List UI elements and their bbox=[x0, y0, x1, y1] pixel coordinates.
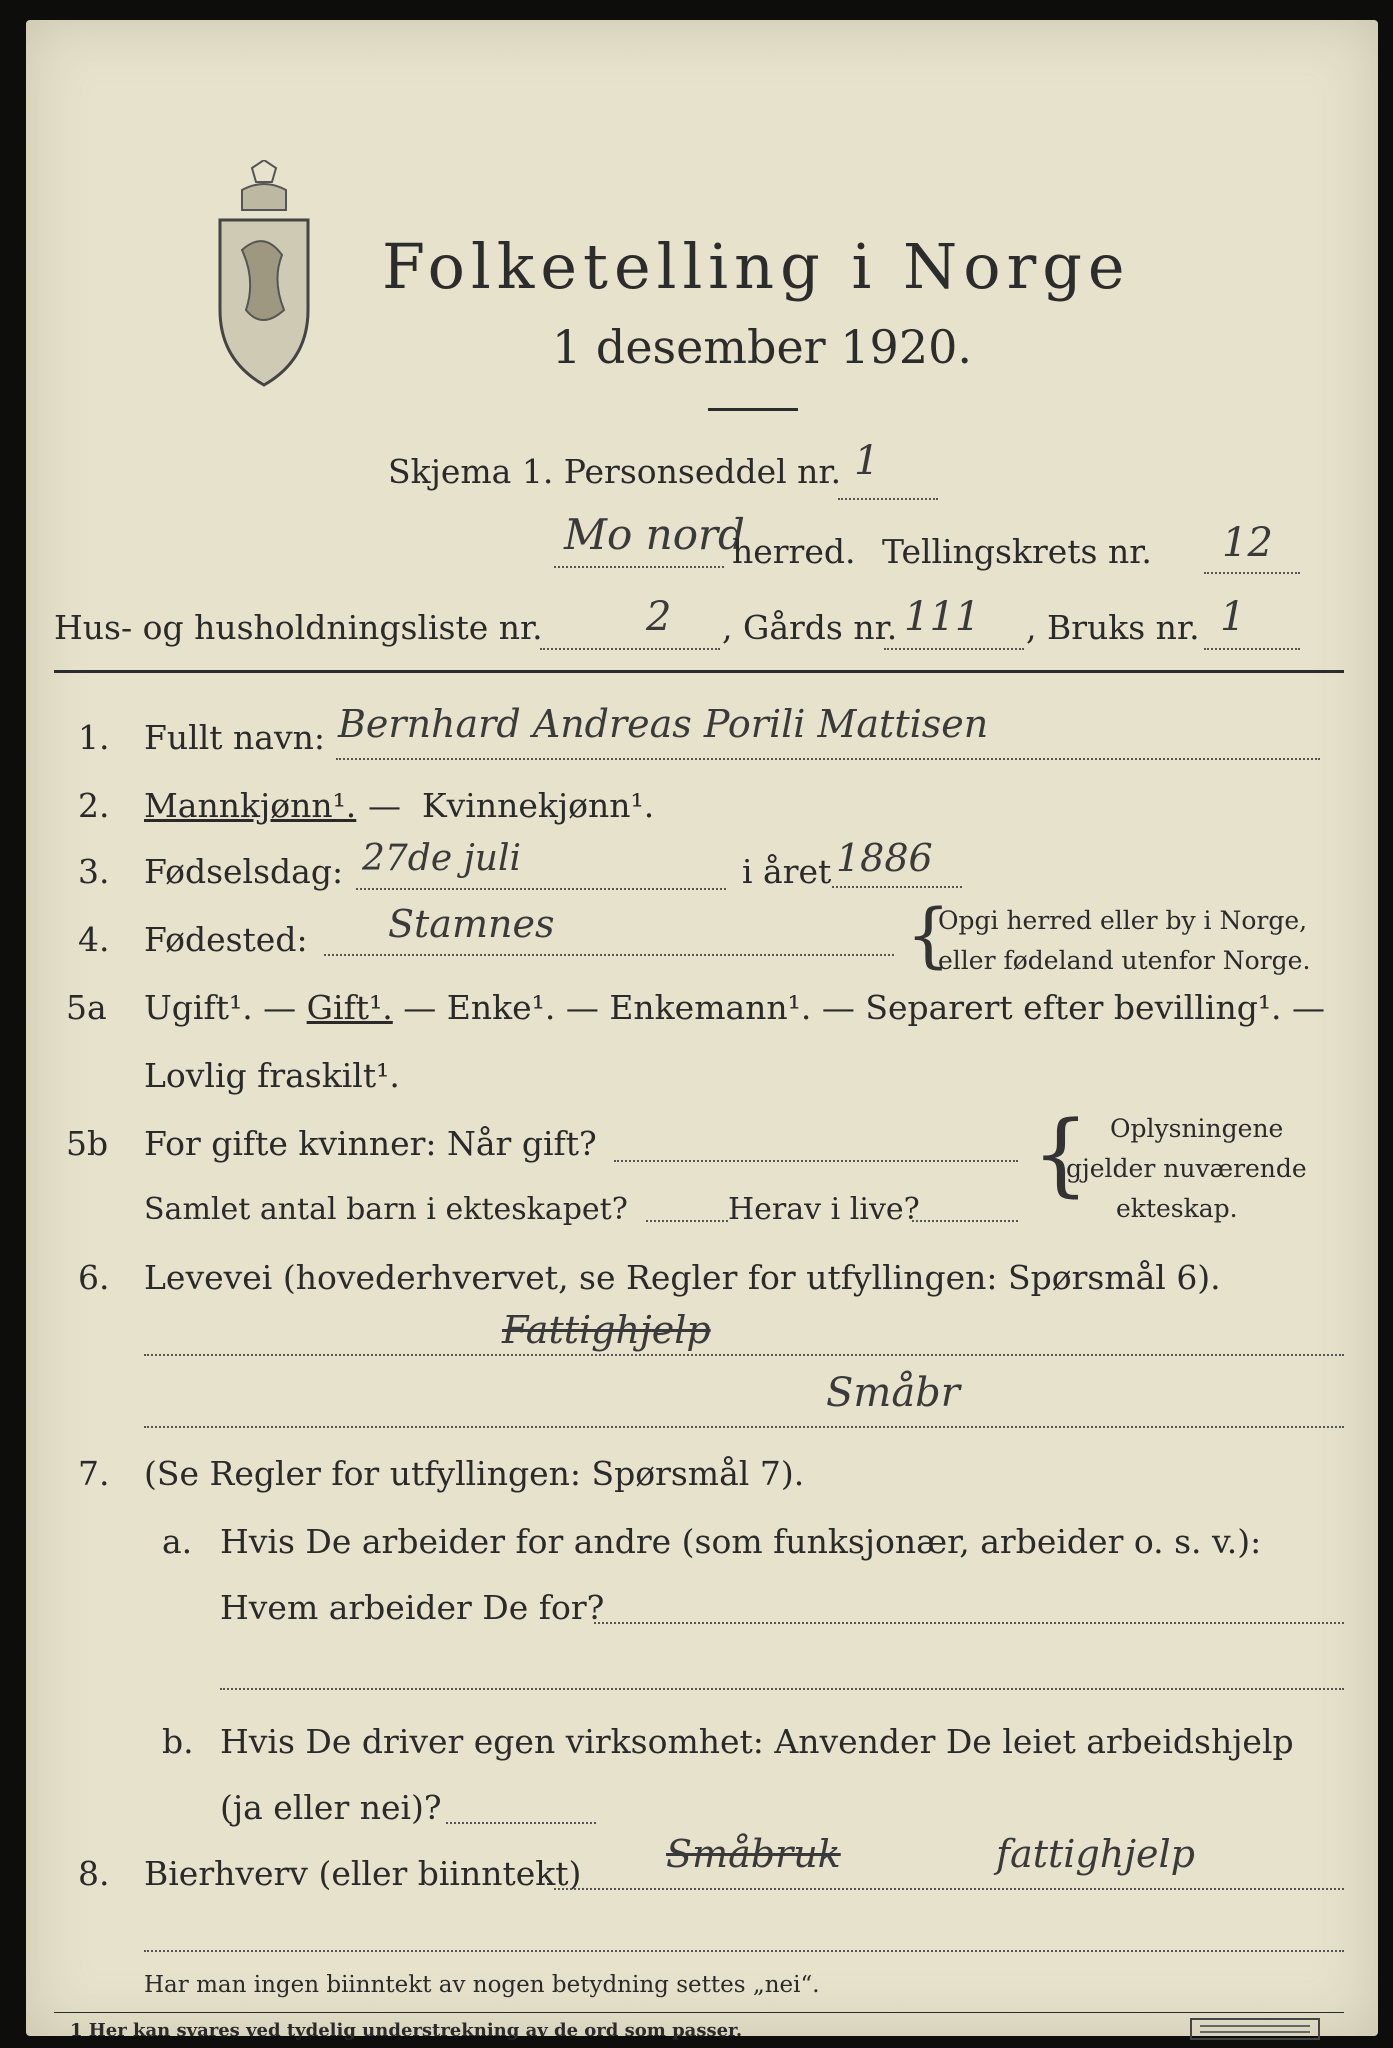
q5a-line2: Lovlig fraskilt¹. bbox=[144, 1056, 400, 1095]
q7-number: 7. bbox=[78, 1454, 110, 1493]
q7b-text-2: (ja eller nei)? bbox=[220, 1788, 442, 1827]
q4-value: Stamnes bbox=[388, 902, 555, 946]
q7a-dots-2 bbox=[220, 1688, 1344, 1690]
footnote: 1 Her kan svares ved tydelig understrekning av de ord som passer. bbox=[70, 2020, 743, 2041]
tellingskrets-label: Tellingskrets nr. bbox=[882, 532, 1152, 571]
q7a-dots-1 bbox=[594, 1622, 1344, 1624]
q1-value: Bernhard Andreas Porili Mattisen bbox=[338, 702, 989, 746]
q2-male: Mannkjønn¹. bbox=[144, 786, 357, 825]
q3-year-dots bbox=[832, 886, 962, 888]
q1-number: 1. bbox=[78, 718, 110, 757]
q5b-label-1: For gifte kvinner: Når gift? bbox=[144, 1124, 597, 1163]
q8-label: Bierhverv (eller biinntekt) bbox=[144, 1854, 582, 1893]
q4-brace: { bbox=[906, 894, 951, 976]
skjema-value: 1 bbox=[854, 438, 880, 484]
bruks-label: , Bruks nr. bbox=[1026, 608, 1200, 647]
q7-label: (Se Regler for utfyllingen: Spørsmål 7). bbox=[144, 1454, 805, 1493]
q8-value: fattighjelp bbox=[996, 1832, 1195, 1876]
herred-value: Mo nord bbox=[564, 510, 745, 559]
q7b-dots bbox=[446, 1822, 596, 1824]
q8-value-struck: Småbruk bbox=[666, 1832, 841, 1876]
gards-value: 111 bbox=[904, 594, 981, 640]
q7b-text: Hvis De driver egen virksomhet: Anvender De leiet arbeidshjelp bbox=[220, 1722, 1294, 1761]
coat-of-arms-icon bbox=[212, 160, 316, 390]
section-divider bbox=[54, 670, 1344, 673]
tellingskrets-dots bbox=[1204, 572, 1300, 574]
q1-dots bbox=[336, 758, 1320, 760]
q8-number: 8. bbox=[78, 1854, 110, 1893]
q3-year-value: 1886 bbox=[836, 836, 933, 880]
skjema-dots bbox=[838, 498, 938, 500]
printer-stamp-icon bbox=[1190, 2018, 1320, 2040]
herred-dots bbox=[554, 566, 724, 568]
q3-dots bbox=[356, 888, 726, 890]
q2-number: 2. bbox=[78, 786, 110, 825]
q5a-gift: Gift¹. bbox=[306, 988, 393, 1027]
q5b-note-2: gjelder nuværende bbox=[1066, 1154, 1307, 1183]
footer-note: Har man ingen biinntekt av nogen betydning settes „nei“. bbox=[144, 1972, 820, 1998]
q6-value: Småbr bbox=[826, 1370, 960, 1416]
q4-label: Fødested: bbox=[144, 920, 308, 959]
q3-year-label: i året bbox=[742, 852, 832, 891]
q7b-letter: b. bbox=[162, 1722, 194, 1761]
hus-dots bbox=[540, 648, 720, 650]
hus-label: Hus- og husholdningsliste nr. bbox=[54, 608, 543, 647]
q5b-number: 5b bbox=[66, 1124, 109, 1163]
q4-note-2: eller fødeland utenfor Norge. bbox=[938, 946, 1311, 975]
q6-label: Levevei (hovederhvervet, se Regler for utfyllingen: Spørsmål 6). bbox=[144, 1258, 1221, 1297]
form-title: Folketelling i Norge bbox=[382, 230, 1131, 303]
q5a-line1 bbox=[144, 988, 1325, 1027]
q5a-ugift: Ugift¹. — bbox=[144, 988, 307, 1027]
q3-value: 27de juli bbox=[362, 838, 521, 879]
q8-dots-2 bbox=[144, 1950, 1344, 1952]
q5a-number: 5a bbox=[66, 988, 107, 1027]
q5b-brace: { bbox=[1032, 1102, 1090, 1207]
bruks-dots bbox=[1204, 648, 1300, 650]
q4-dots bbox=[324, 954, 894, 956]
q7a-letter: a. bbox=[162, 1522, 193, 1561]
q5a-rest: — Enke¹. — Enkemann¹. — Separert efter bevilling¹. — bbox=[392, 988, 1326, 1027]
q3-label: Fødselsdag: bbox=[144, 852, 344, 891]
q5b-note-1: Oplysningene bbox=[1110, 1114, 1284, 1143]
q5b-dots-2 bbox=[646, 1220, 728, 1222]
gards-label: , Gårds nr. bbox=[722, 608, 898, 647]
q6-number: 6. bbox=[78, 1258, 110, 1297]
q5b-label-2: Samlet antal barn i ekteskapet? bbox=[144, 1192, 628, 1227]
q7a-text: Hvis De arbeider for andre (som funksjonær, arbeider o. s. v.): bbox=[220, 1522, 1262, 1561]
q6-dots-1 bbox=[144, 1354, 1344, 1356]
q5b-note-3: ekteskap. bbox=[1116, 1194, 1238, 1223]
tellingskrets-value: 12 bbox=[1222, 520, 1273, 566]
q6-value-struck: Fattighjelp bbox=[502, 1308, 711, 1352]
hus-value: 2 bbox=[646, 594, 672, 640]
census-form bbox=[26, 20, 1378, 2041]
q5b-dots-3 bbox=[912, 1220, 1018, 1222]
q6-dots-2 bbox=[144, 1426, 1344, 1428]
title-divider bbox=[708, 408, 798, 411]
q8-dots bbox=[554, 1888, 1344, 1890]
q5b-dots-1 bbox=[614, 1160, 1018, 1162]
q4-note-1: Opgi herred eller by i Norge, bbox=[938, 906, 1308, 935]
q7a-text-2: Hvem arbeider De for? bbox=[220, 1588, 605, 1627]
gards-dots bbox=[884, 648, 1024, 650]
q3-number: 3. bbox=[78, 852, 110, 891]
q5b-label-3: Herav i live? bbox=[728, 1192, 920, 1227]
herred-label: herred. bbox=[732, 532, 856, 571]
q2-female: Kvinnekjønn¹. bbox=[422, 786, 655, 825]
q4-number: 4. bbox=[78, 920, 110, 959]
skjema-label: Skjema 1. Personseddel nr. bbox=[388, 452, 842, 491]
form-date: 1 desember 1920. bbox=[552, 320, 972, 374]
q2-sep: — bbox=[368, 786, 401, 825]
q1-label: Fullt navn: bbox=[144, 718, 325, 757]
footer-rule bbox=[54, 2012, 1344, 2013]
bruks-value: 1 bbox=[1220, 594, 1246, 640]
